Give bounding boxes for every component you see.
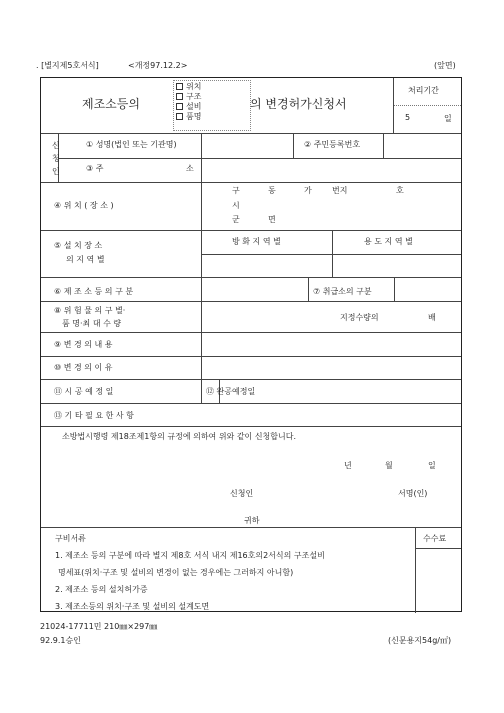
install-label-2: 의 지 역 별 [66,255,105,264]
name-label: ① 성명(법인 또는 기관명) [86,140,177,149]
multiple-unit: 배 [428,313,436,322]
option-location[interactable]: 위치 [176,82,201,92]
page-side: (앞면) [434,61,456,70]
recipient: 귀하 [244,516,260,525]
fire-zone-label: 방 화 지 역 별 [232,237,281,246]
address-label: ③ 주 [86,164,104,173]
option-equipment[interactable]: 설비 [176,102,201,112]
documents-title: 구비서류 [55,534,86,543]
fee-label: 수수료 [423,534,447,543]
facility-type-label: ⑥ 제 조 소 등 의 구 분 [54,287,134,296]
document-item: 3. 제조소등의 위치·구조 및 설비의 설계도면 [55,602,210,611]
document-item: 명세표(위치·구조 및 설비의 변경이 없는 경우에는 그러하지 아니함) [58,568,294,577]
hazmat-label-2: 품 명·최 대 수 량 [62,319,122,328]
change-reason-field[interactable] [202,355,460,377]
equipment-checkbox[interactable] [176,103,183,110]
change-content-label: ⑨ 변 경 의 내 용 [54,340,113,349]
document-item: 2. 제조소 등의 설치허가증 [55,585,148,594]
option-structure[interactable]: 구조 [176,92,201,102]
signature-seal[interactable]: 서명(인) [398,489,428,498]
option-item[interactable]: 품명 [176,112,201,122]
location-checkbox[interactable] [176,83,183,90]
date-year: 년 [344,461,352,470]
structure-checkbox[interactable] [176,93,183,100]
completion-date-label: ⑫ 완공예정일 [206,387,256,396]
title-prefix: 제조소등의 [82,97,140,111]
date-day: 일 [428,461,436,470]
item-checkbox[interactable] [176,113,183,120]
facility-type-field[interactable] [202,278,307,300]
paper-spec: (신문용지54g/㎡) [388,636,452,645]
change-type-options [176,82,201,122]
document-item: 1. 제조소 등의 구분에 따라 별지 제8호 서식 내지 제16호의2서식의 구조설비 [55,551,325,560]
use-zone-field[interactable] [332,254,460,275]
date-month: 월 [385,461,393,470]
processing-days: 5 [405,113,411,122]
address-field[interactable] [202,158,460,181]
change-reason-label: ⑩ 변 경 의 이 유 [54,363,113,372]
revision-date: <개정97.12.2> [128,61,188,70]
install-label-1: ⑤ 설 치 장 소 [54,241,103,250]
other-label: ⑬ 기 타 필 요 한 사 항 [54,411,134,420]
handling-type-label: ⑦ 취급소의 구분 [313,287,372,296]
form-number: . [별지제5호서식] [36,61,99,70]
title-suffix: 의 변경허가신청서 [250,97,347,111]
regno-field[interactable] [384,134,460,157]
applicant-side-label: 신 청 인 [52,141,60,176]
address-label-2: 소 [186,164,194,173]
processing-unit: 일 [444,114,452,123]
declaration-text: 소방법시행령 제18조제1항의 규정에 의하여 위와 같이 신청합니다. [62,432,296,441]
hazmat-label-1: ⑧ 위 험 물 의 구 별· [54,306,126,315]
completion-date-field[interactable] [280,378,460,400]
handling-type-field[interactable] [395,278,460,300]
name-field[interactable] [202,134,291,157]
location-label: ④ 위 치 ( 장 소 ) [54,201,114,210]
use-zone-label: 용 도 지 역 별 [364,237,413,246]
processing-label: 처리기간 [408,86,439,95]
form-code: 21024-17711민 210㎜×297㎜ [40,622,158,631]
other-field[interactable] [202,402,460,424]
change-content-field[interactable] [202,331,460,353]
fire-zone-field[interactable] [202,254,330,275]
approval-date: 92.9.1승인 [40,636,81,645]
applicant-sign-label: 신청인 [230,489,254,498]
designated-quantity-label: 지정수량의 [340,313,379,322]
construction-date-label: ⑪ 시 공 예 정 일 [54,387,114,396]
regno-label: ② 주민등록번호 [304,140,361,149]
